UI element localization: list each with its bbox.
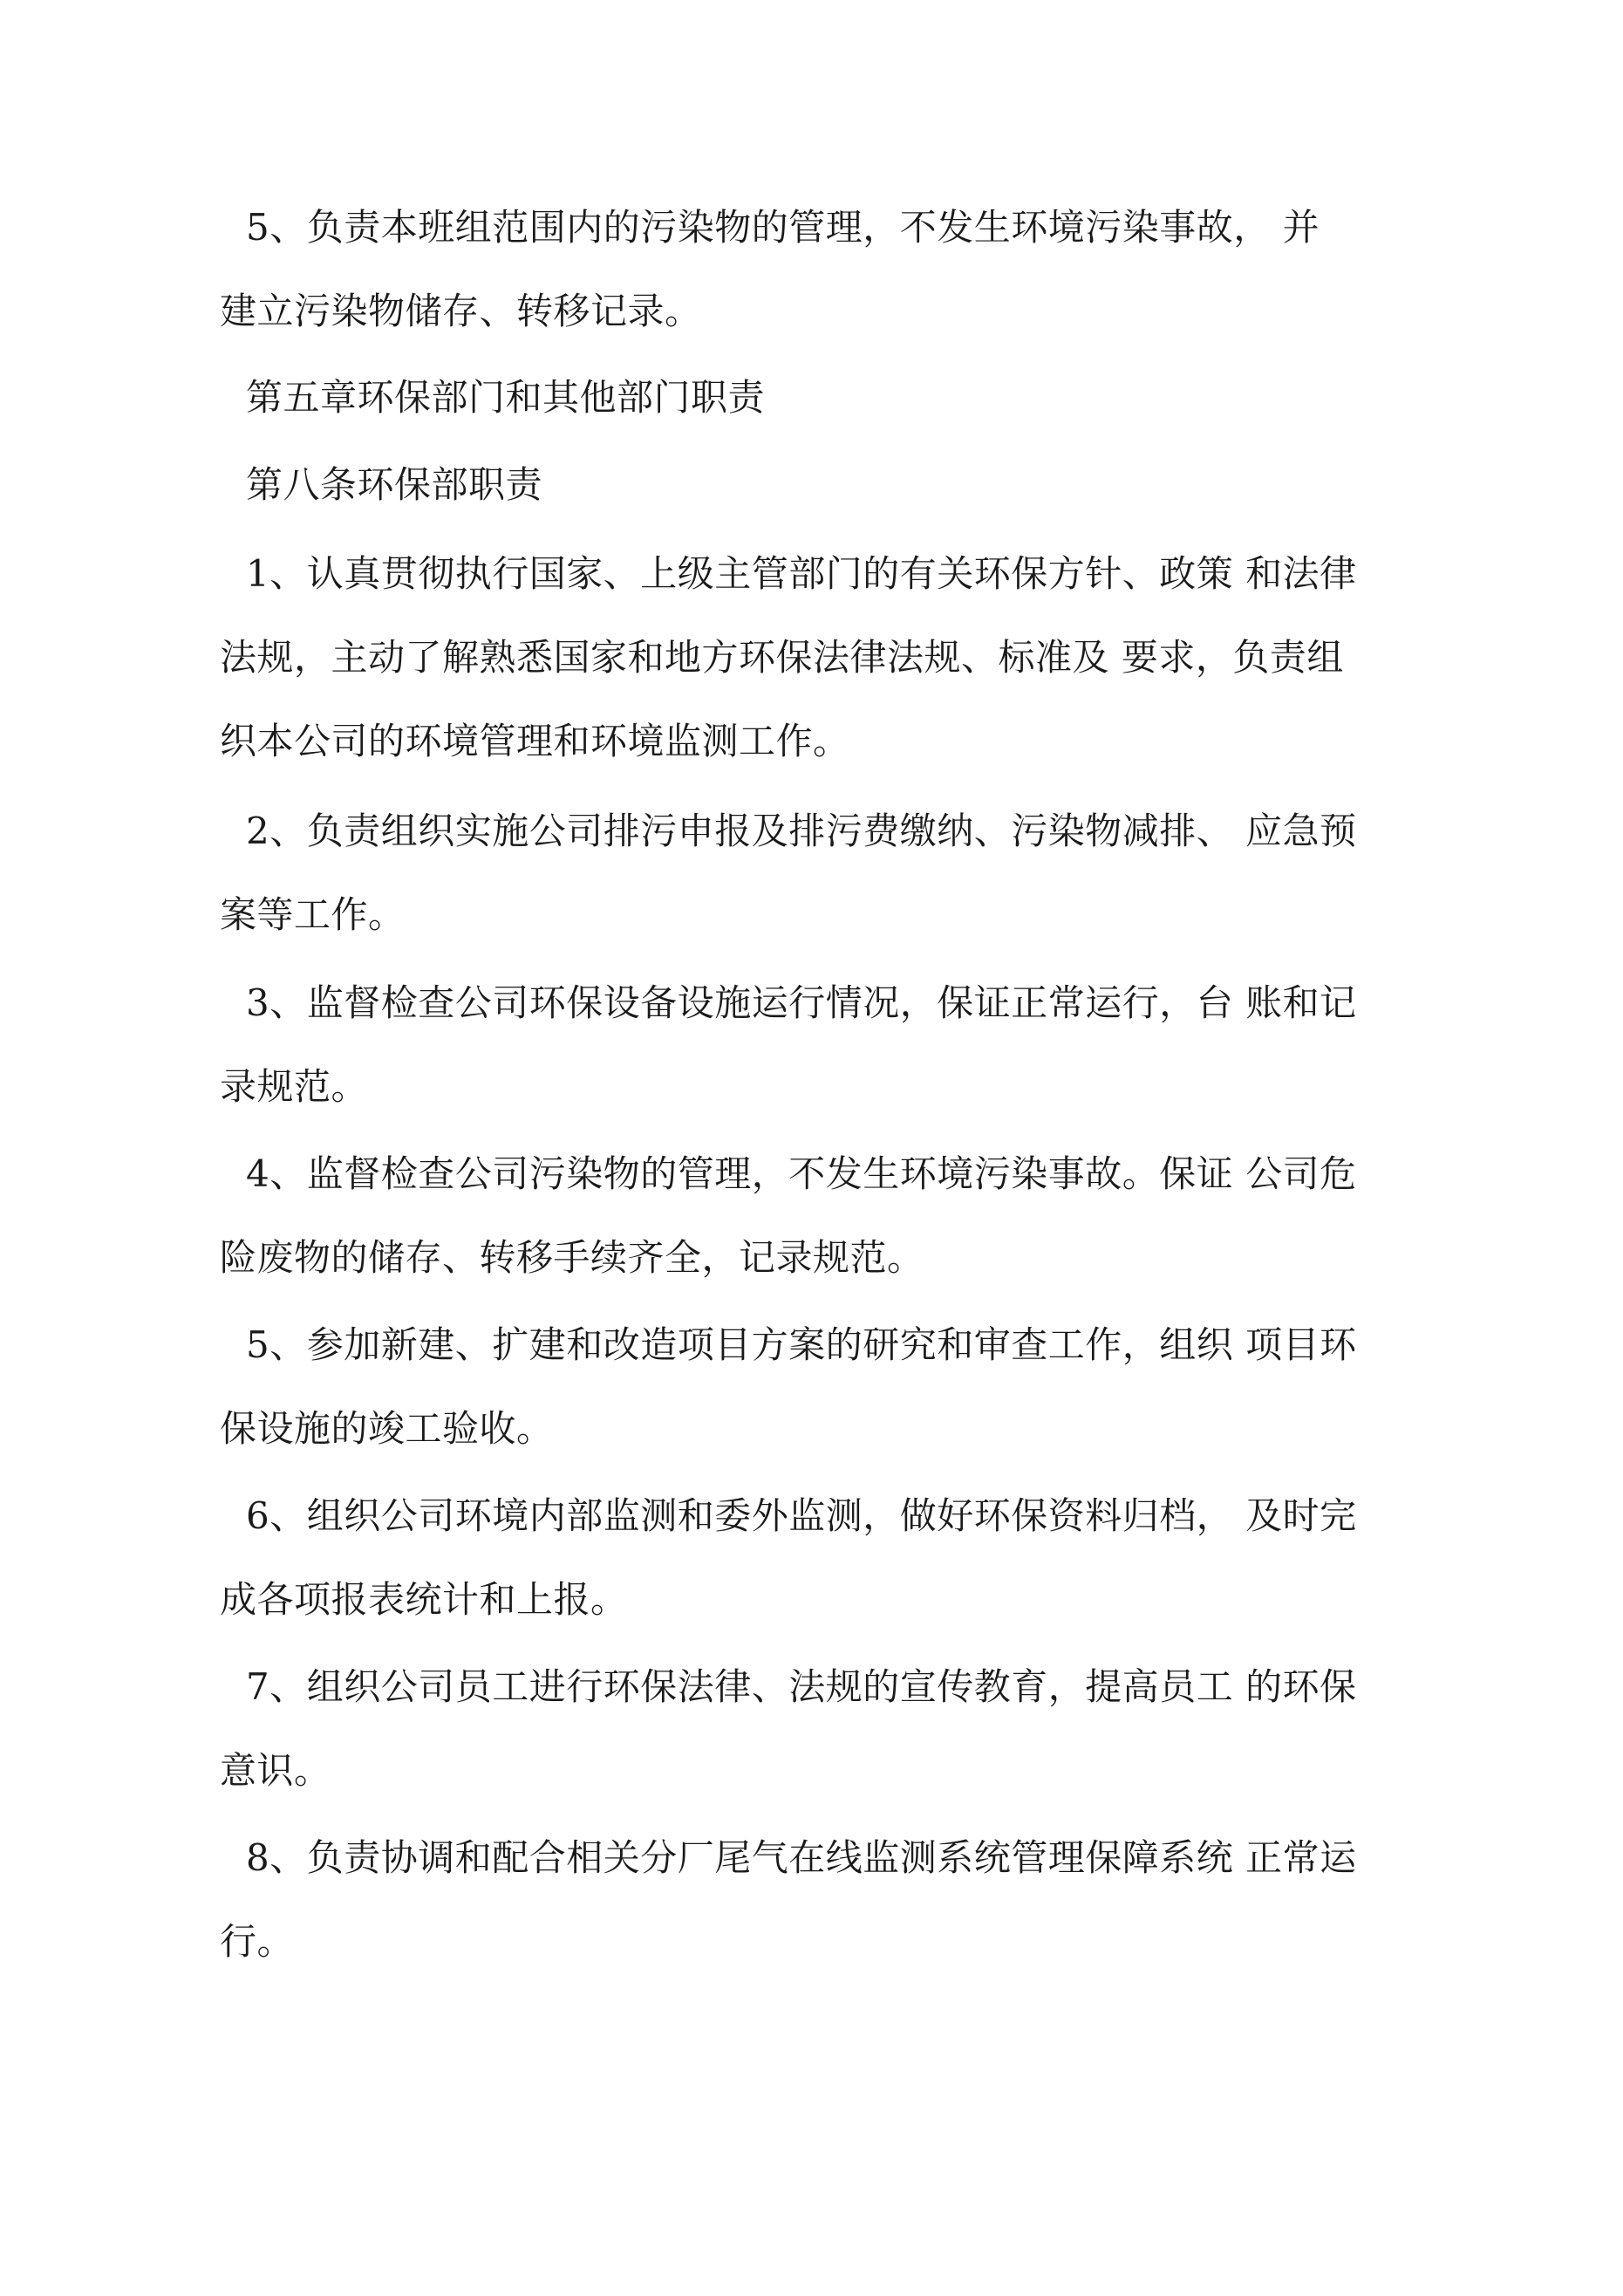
paragraph-line: 5、负责本班组范围内的污染物的管理，不发生环境污染事故， 并: [246, 206, 1320, 249]
paragraph-line: 案等工作。: [220, 893, 406, 936]
duty-item-6: [220, 1474, 1432, 1642]
paragraph-line: 4、监督检查公司污染物的管理，不发生环境污染事故。保证 公司危: [246, 1152, 1357, 1195]
paragraph-line: 保设施的竣工验收。: [220, 1407, 554, 1450]
duty-item-8: [220, 1816, 1432, 1984]
duty-item-1: [220, 532, 1432, 783]
duty-item-5: [220, 1303, 1432, 1471]
paragraph-line: 法规，主动了解熟悉国家和地方环保法律法规、标准及 要求，负责组: [220, 636, 1344, 679]
paragraph-line: 建立污染物储存、转移记录。: [220, 290, 702, 332]
chapter-heading: [220, 356, 1432, 440]
heading-line: 第五章环保部门和其他部门职责: [246, 376, 766, 419]
duty-item-3: [220, 961, 1432, 1129]
paragraph-line: 6、组织公司环境内部监测和委外监测，做好环保资料归档， 及时完: [246, 1494, 1357, 1537]
article-heading: [220, 443, 1432, 527]
paragraph-item-5-carryover: [220, 186, 1432, 353]
heading-line: 第八条环保部职责: [246, 463, 543, 506]
paragraph-line: 成各项报表统计和上报。: [220, 1578, 628, 1621]
paragraph-line: 7、组织公司员工进行环保法律、法规的宣传教育，提高员工 的环保: [246, 1665, 1357, 1708]
paragraph-line: 1、认真贯彻执行国家、上级主管部门的有关环保方针、政策 和法律: [246, 552, 1357, 595]
paragraph-line: 险废物的储存、转移手续齐全，记录规范。: [220, 1236, 924, 1279]
paragraph-line: 2、负责组织实施公司排污申报及排污费缴纳、污染物减排、 应急预: [246, 810, 1357, 852]
paragraph-line: 意识。: [220, 1749, 331, 1792]
paragraph-line: 行。: [220, 1920, 295, 1963]
paragraph-line: 织本公司的环境管理和环境监测工作。: [220, 720, 850, 762]
duty-item-4: [220, 1132, 1432, 1300]
paragraph-line: 8、负责协调和配合相关分厂尾气在线监测系统管理保障系统 正常运: [246, 1836, 1357, 1879]
paragraph-line: 录规范。: [220, 1065, 369, 1108]
duty-item-2: [220, 789, 1432, 957]
duty-item-7: [220, 1645, 1432, 1813]
paragraph-line: 3、监督检查公司环保设备设施运行情况，保证正常运行，台 账和记: [246, 981, 1357, 1024]
paragraph-line: 5、参加新建、扩建和改造项目方案的研究和审查工作，组织 项目环: [246, 1323, 1357, 1366]
